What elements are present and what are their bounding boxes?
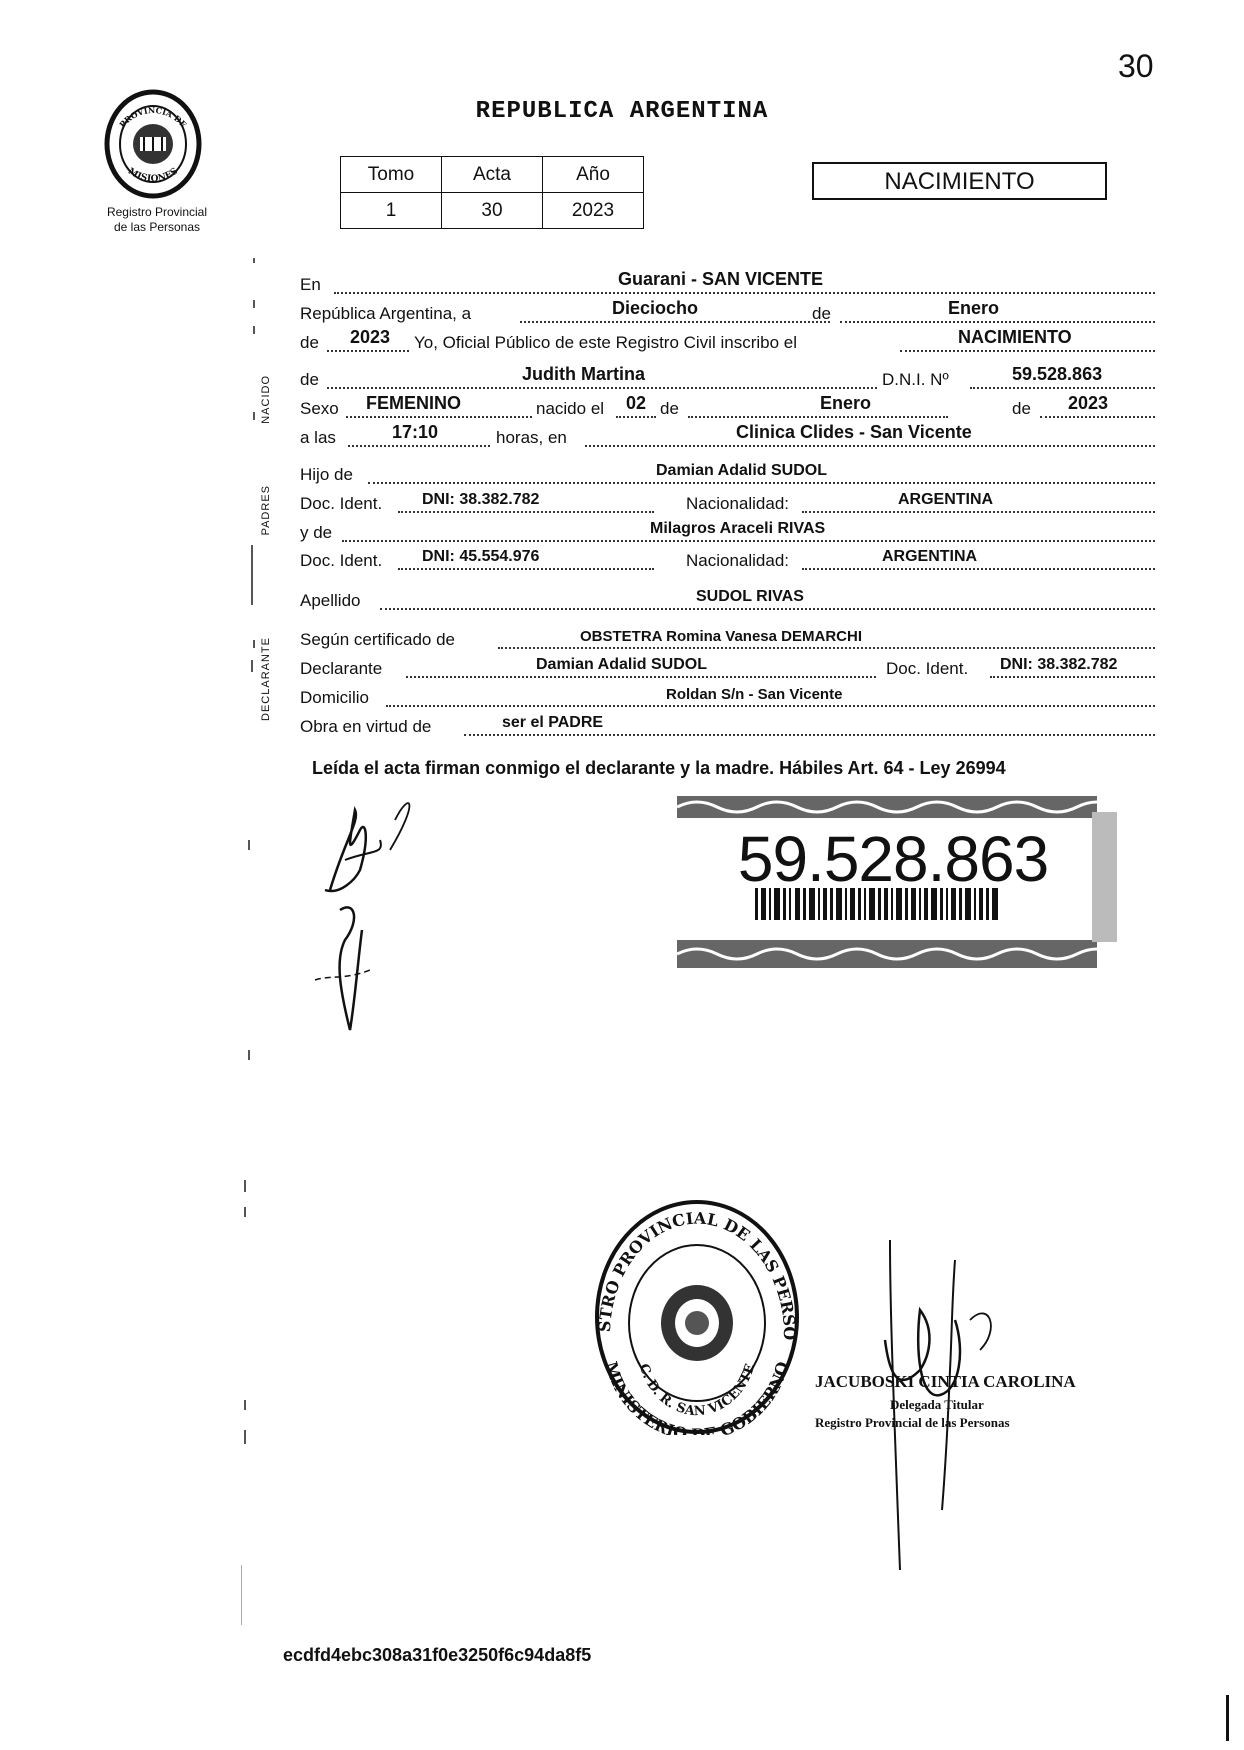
page-number: 30	[1118, 48, 1154, 84]
dni-stamp-number: 59.528.863	[737, 823, 1049, 895]
field-certificate-by: OBSTETRA Romina Vanesa DEMARCHI	[580, 628, 862, 645]
dotted-fill	[585, 445, 1155, 447]
field-address: Roldan S/n - San Vicente	[666, 686, 843, 703]
svg-text:C. D. R. SAN VICENTE	[636, 1362, 759, 1419]
dotted-fill	[327, 350, 409, 352]
dotted-fill	[386, 705, 1155, 707]
dotted-fill	[398, 568, 654, 570]
margin-tick	[253, 300, 255, 308]
field-mother-doc: DNI: 45.554.976	[422, 548, 540, 565]
field-declarant-doc: DNI: 38.382.782	[1000, 656, 1118, 673]
field-surname: SUDOL RIVAS	[696, 588, 804, 605]
line-surname	[300, 588, 1155, 614]
line-child-name	[300, 364, 1155, 393]
margin-tick	[253, 326, 255, 334]
svg-text:MINISTERIO DE GOBIERNO	[602, 1359, 793, 1435]
seal-top-text: PROVINCIA DE	[117, 105, 189, 130]
label-nacionalidad: Nacionalidad:	[686, 551, 790, 570]
field-capacity: ser el PADRE	[502, 714, 604, 731]
field-declarant: Damian Adalid SUDOL	[536, 656, 707, 673]
dotted-fill	[334, 292, 1155, 294]
field-birth-time: 17:10	[392, 422, 439, 442]
label-de: de	[660, 399, 679, 418]
field-month: Enero	[948, 298, 1000, 318]
line-father	[300, 462, 1155, 488]
margin-tick	[241, 1565, 242, 1625]
registry-label-line1: Registro Provincial	[106, 205, 208, 219]
label-republica: República Argentina, a	[300, 304, 472, 323]
label-horas-en: horas, en	[496, 428, 567, 447]
margin-tick	[251, 660, 253, 672]
field-mother-name: Milagros Araceli RIVAS	[650, 520, 826, 537]
margin-tick	[253, 258, 255, 263]
label-yo: Yo, Oficial Público de este Registro Civil inscribo el	[414, 333, 797, 352]
dotted-fill	[406, 676, 876, 678]
line-capacity	[300, 714, 1155, 740]
tomo-header: Tomo	[341, 157, 442, 193]
office-round-seal	[592, 1195, 802, 1440]
field-birth-day: 02	[626, 393, 647, 413]
dotted-fill	[970, 387, 1155, 389]
label-a-las: a las	[300, 428, 336, 447]
record-type-box: NACIMIENTO	[812, 162, 1107, 200]
section-label-declarante: DECLARANTE	[260, 637, 272, 721]
margin-tick	[253, 412, 255, 420]
anio-header: Año	[543, 157, 644, 193]
dotted-fill	[990, 676, 1155, 678]
line-time-place	[300, 422, 1155, 451]
label-nacionalidad: Nacionalidad:	[686, 494, 790, 513]
field-place: Guarani - SAN VICENTE	[618, 269, 824, 289]
dotted-fill	[802, 568, 1155, 570]
acta-header: Acta	[442, 157, 543, 193]
reference-header-row	[341, 157, 644, 193]
margin-tick	[248, 1050, 250, 1060]
reference-value-row	[341, 193, 644, 229]
dotted-fill	[802, 511, 1155, 513]
field-father-nationality: ARGENTINA	[898, 491, 994, 508]
section-label-nacido: NACIDO	[260, 375, 272, 424]
registry-label-line2: de las Personas	[113, 220, 201, 234]
dotted-fill	[520, 321, 830, 323]
dotted-fill	[900, 350, 1155, 352]
field-sex: FEMENINO	[366, 393, 462, 413]
field-birth-month: Enero	[820, 393, 872, 413]
reference-table	[340, 156, 644, 229]
line-date	[300, 298, 1155, 327]
line-address	[300, 685, 1155, 711]
dotted-fill	[616, 416, 656, 418]
dotted-fill	[840, 321, 1155, 323]
declarant-signatures	[300, 780, 440, 1040]
dotted-fill	[380, 608, 1155, 610]
field-birth-year: 2023	[1068, 393, 1109, 413]
field-father-name: Damian Adalid SUDOL	[656, 462, 827, 479]
label-de: de	[300, 333, 319, 352]
line-declarant	[300, 656, 1155, 682]
field-child-dni: 59.528.863	[1012, 364, 1103, 384]
label-de: de	[812, 304, 831, 323]
label-de: de	[300, 370, 319, 389]
margin-tick	[244, 1400, 246, 1410]
label-sexo: Sexo	[300, 399, 339, 418]
line-registration	[300, 327, 1155, 356]
dotted-fill	[1040, 416, 1155, 418]
official-role: Delegada Titular	[890, 1397, 984, 1412]
dotted-fill	[348, 445, 490, 447]
margin-tick	[244, 1207, 246, 1217]
line-mother-doc	[300, 548, 1155, 574]
seal-text-top: STRO PROVINCIAL DE LAS PERSO	[594, 1208, 800, 1341]
acta-value: 30	[442, 193, 543, 229]
field-day-words: Dieciocho	[612, 298, 699, 318]
tomo-value: 1	[341, 193, 442, 229]
seal-text-middle: C. D. R. SAN VICENTE	[635, 1362, 759, 1420]
label-doc-ident: Doc. Ident.	[300, 551, 383, 570]
margin-tick	[244, 1430, 246, 1444]
official-office: Registro Provincial de las Personas	[815, 1415, 1010, 1430]
label-obra: Obra en virtud de	[300, 717, 432, 736]
label-nacido-el: nacido el	[536, 399, 605, 418]
dotted-fill	[368, 482, 1155, 484]
label-hijo-de: Hijo de	[300, 465, 353, 484]
seal-text-bottom: MINISTERIO DE GOBIERNO	[601, 1359, 793, 1435]
official-name: JACUBOSKI CINTIA CAROLINA	[815, 1372, 1076, 1391]
margin-tick	[251, 545, 253, 605]
label-doc-ident: Doc. Ident.	[300, 494, 383, 513]
field-act-type: NACIMIENTO	[958, 327, 1072, 347]
svg-text:MISIONES	[126, 167, 180, 185]
margin-tick	[1226, 1695, 1229, 1741]
registry-label	[82, 205, 232, 235]
label-de: de	[1012, 399, 1031, 418]
line-mother	[300, 520, 1155, 546]
line-place	[300, 269, 1155, 298]
section-label-padres: PADRES	[260, 485, 272, 536]
margin-tick	[253, 640, 255, 648]
line-father-doc	[300, 491, 1155, 517]
dotted-fill	[398, 511, 654, 513]
label-doc-ident: Doc. Ident.	[886, 659, 969, 678]
field-mother-nationality: ARGENTINA	[882, 548, 978, 565]
dotted-fill	[346, 416, 532, 418]
document-title: REPUBLICA ARGENTINA	[475, 98, 769, 125]
anio-value: 2023	[543, 193, 644, 229]
field-birth-place: Clinica Clides - San Vicente	[736, 422, 972, 442]
dotted-fill	[342, 540, 1155, 542]
field-child-name: Judith Martina	[522, 364, 646, 384]
label-en: En	[300, 275, 321, 294]
label-dni: D.N.I. Nº	[882, 370, 949, 389]
label-y-de: y de	[300, 523, 333, 542]
dotted-fill	[327, 387, 877, 389]
field-year: 2023	[350, 327, 391, 347]
field-father-doc: DNI: 38.382.782	[422, 491, 540, 508]
label-apellido: Apellido	[300, 591, 361, 610]
line-certificate	[300, 627, 1155, 653]
line-birth	[300, 393, 1155, 422]
margin-tick	[244, 1180, 246, 1192]
label-segun-certificado: Según certificado de	[300, 630, 455, 649]
label-domicilio: Domicilio	[300, 688, 369, 707]
closing-statement: Leída el acta firman conmigo el declarante y la madre. Hábiles Art. 64 - Ley 26994	[312, 758, 1006, 778]
label-declarante: Declarante	[300, 659, 383, 678]
document-hash: ecdfd4ebc308a31f0e3250f6c94da8f5	[283, 1645, 592, 1665]
margin-tick	[248, 840, 250, 850]
seal-bottom-text: MISIONES	[126, 166, 180, 185]
dotted-fill	[688, 416, 948, 418]
dotted-fill	[498, 647, 1155, 649]
dotted-fill	[464, 734, 1155, 736]
